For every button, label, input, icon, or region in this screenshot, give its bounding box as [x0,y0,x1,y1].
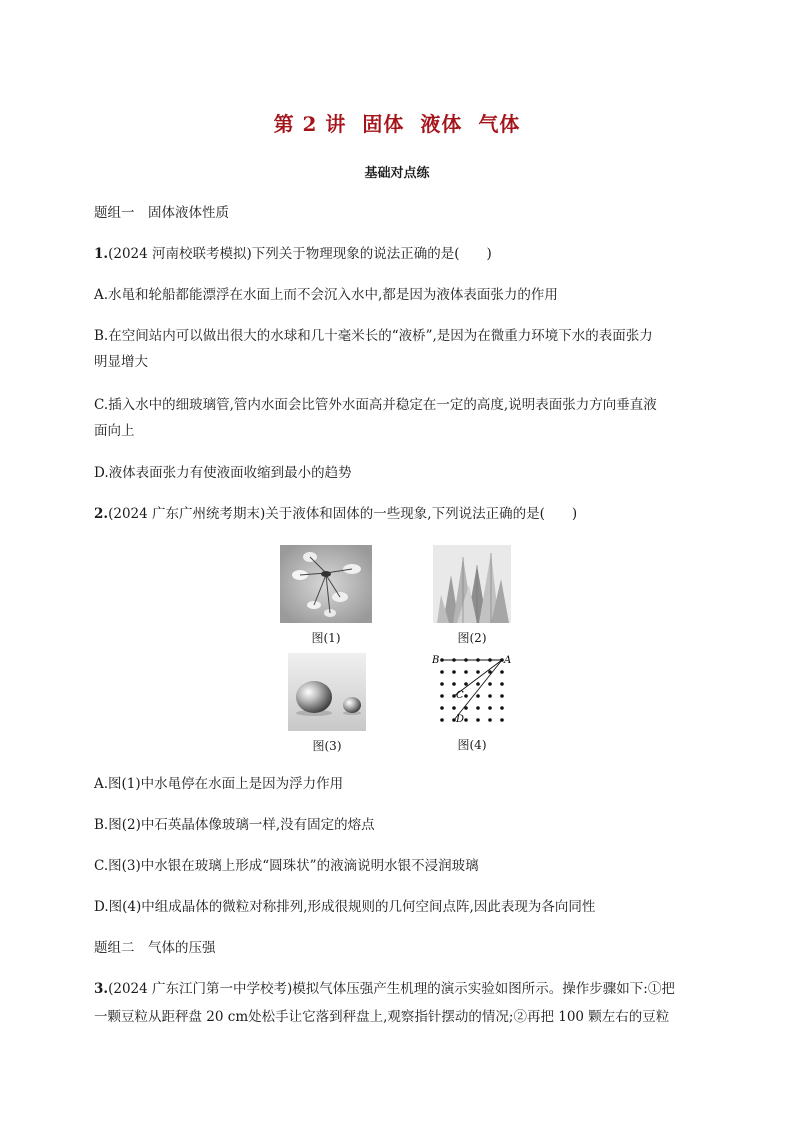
figure-3-caption: 图(3) [312,739,342,753]
q1-option-a: A.水黾和轮船都能漂浮在水面上而不会沉入水中,都是因为液体表面张力的作用 [94,287,558,303]
q2-option-b: B.图(2)中石英晶体像玻璃一样,没有固定的熔点 [94,817,375,833]
crystal-lattice-diagram [430,652,514,732]
section-subtitle: 基础对点练 [364,166,430,181]
lattice-label-d: D [456,714,465,725]
lecture-number: 第 2 讲 [273,112,347,136]
q2-stem [94,500,714,528]
mercury-droplet-photo [288,653,366,731]
q2-option-a: A.图(1)中水黾停在水面上是因为浮力作用 [94,776,344,792]
page-title [0,108,794,137]
lattice-label-a: A [504,655,512,666]
group-heading-2: 题组二 气体的压强 [94,940,216,956]
water-strider-photo [280,545,372,623]
figure-2-caption: 图(2) [457,631,487,645]
figure-1 [280,545,372,646]
quartz-crystal-photo [433,545,511,623]
q1-option-c-line1: C.插入水中的细玻璃管,管内水面会比管外水面高并稳定在一定的高度,说明表面张力方向垂直液 [94,397,657,413]
q3-line1 [94,975,714,1003]
figure-1-caption: 图(1) [311,631,341,645]
q3-text-line1: (2024 广东江门第一中学校考)模拟气体压强产生机理的演示实验如图所示。操作步骤如下:①把 [108,981,675,997]
lattice-label-b: B [432,655,440,666]
q2-number: 2. [94,506,109,522]
q1-stem [94,240,714,268]
q1-option-c-line2: 面向上 [94,423,135,439]
figure-2 [433,545,511,646]
title-gas: 气体 [478,112,521,136]
figure-4 [430,652,514,753]
figure-3 [288,653,366,754]
q2-stem-text: (2024 广东广州统考期末)关于液体和固体的一些现象,下列说法正确的是( ) [108,506,578,522]
group-heading-1: 题组一 固体液体性质 [94,205,229,221]
lattice-label-c: C [456,690,464,701]
q1-number: 1. [94,246,109,262]
q1-option-b-line2: 明显增大 [94,354,148,370]
title-liquid: 液体 [420,112,463,136]
q3-line2: 一颗豆粒从距秤盘 20 cm处松手让它落到秤盘上,观察指针摆动的情况;②再把 100 颗左右的豆粒 [94,1009,670,1025]
q1-option-d: D.液体表面张力有使液面收缩到最小的趋势 [94,465,352,481]
title-solid: 固体 [362,112,405,136]
q2-option-d: D.图(4)中组成晶体的微粒对称排列,形成很规则的几何空间点阵,因此表现为各向同性 [94,899,596,915]
q1-stem-text: (2024 河南校联考模拟)下列关于物理现象的说法正确的是( ) [108,246,492,262]
q2-option-c: C.图(3)中水银在玻璃上形成“圆珠状”的液滴说明水银不浸润玻璃 [94,858,479,874]
q3-number: 3. [94,981,109,997]
q1-option-b-line1: B.在空间站内可以做出很大的水球和几十毫米长的“液桥”,是因为在微重力环境下水的表面张力 [94,328,653,344]
figure-4-caption: 图(4) [457,738,487,752]
